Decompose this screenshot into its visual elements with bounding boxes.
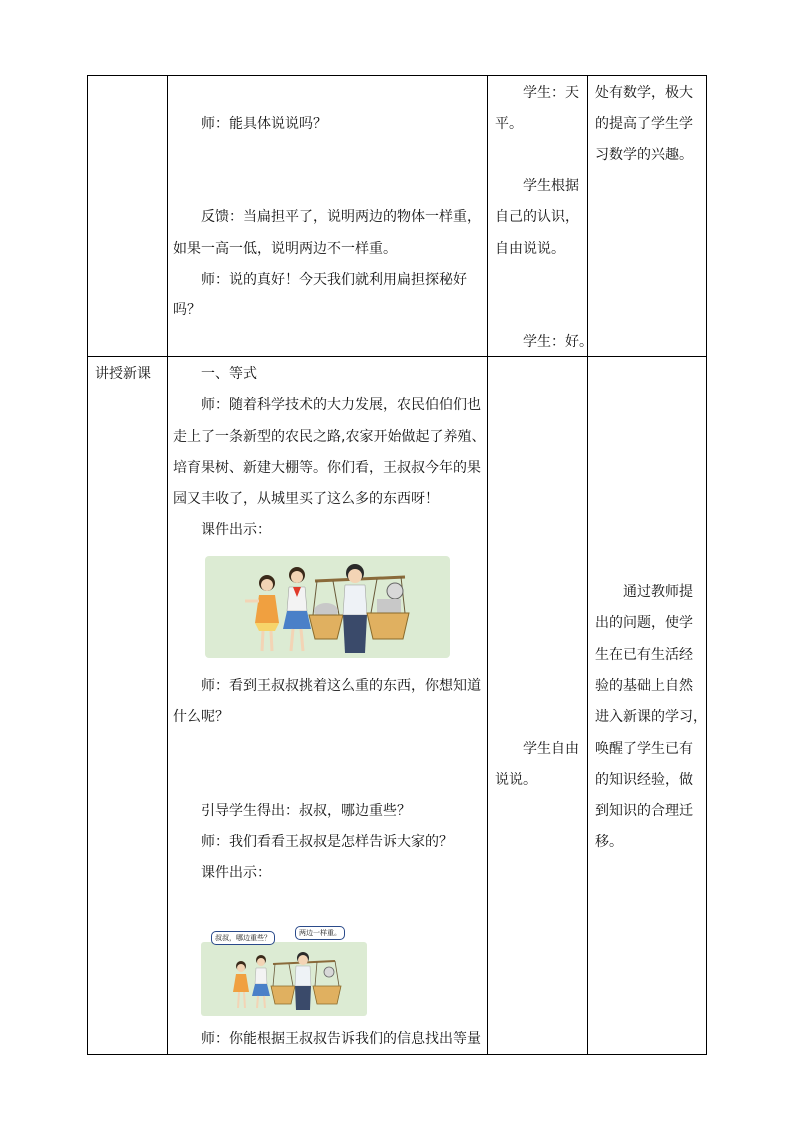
courseware-illustration-with-bubbles — [201, 924, 367, 1016]
teacher-line: 引导学生得出：叔叔，哪边重些？ — [201, 803, 411, 819]
intent-line: 处有数学，极大 — [595, 85, 693, 101]
intent-line: 唤醒了学生已有 — [595, 741, 693, 757]
intent-line: 移。 — [595, 834, 623, 850]
teacher-line: 师：看到王叔叔挑着这么重的东西，你想知道 — [201, 678, 481, 694]
table-col-divider-2 — [487, 75, 488, 1055]
student-line: 学生：天 — [523, 85, 579, 101]
teacher-line: 师：说的真好！今天我们就利用扁担探秘好 — [201, 272, 467, 288]
teacher-line: 师：你能根据王叔叔告诉我们的信息找出等量 — [201, 1031, 481, 1047]
teacher-line: 反馈：当扁担平了，说明两边的物体一样重， — [201, 209, 481, 225]
student-line: 学生根据 — [523, 178, 579, 194]
teacher-line: 什么呢？ — [173, 709, 229, 725]
table-col-divider-1 — [167, 75, 168, 1055]
teacher-line: 一、等式 — [201, 366, 257, 382]
student-line: 说说。 — [495, 772, 537, 788]
table-col-divider-3 — [587, 75, 588, 1055]
student-line: 自己的认识， — [495, 209, 579, 225]
intent-line: 到知识的合理迁 — [595, 803, 693, 819]
intent-line: 习数学的兴趣。 — [595, 147, 693, 163]
intent-line: 进入新课的学习， — [595, 709, 707, 725]
speech-bubble-question: 叔叔，哪边重些？ — [211, 931, 275, 945]
table-border-bottom — [87, 1054, 707, 1055]
student-line: 自由说说。 — [495, 241, 565, 257]
student-line: 平。 — [495, 116, 523, 132]
table-border-top — [87, 75, 707, 76]
teacher-line: 走上了一条新型的农民之路,农家开始做起了养殖、 — [173, 429, 486, 445]
teacher-line: 如果一高一低，说明两边不一样重。 — [173, 241, 397, 257]
intent-line: 的提高了学生学 — [595, 116, 693, 132]
teacher-line: 培育果树、新建大棚等。你们看，王叔叔今年的果 — [173, 460, 481, 476]
intent-line: 的知识经验，做 — [595, 772, 693, 788]
teacher-line: 课件出示： — [201, 865, 271, 881]
section-label: 讲授新课 — [95, 366, 151, 382]
table-row-divider — [87, 356, 707, 357]
teacher-line: 师：随着科学技术的大力发展，农民伯伯们也 — [201, 397, 481, 413]
teacher-line: 师：能具体说说吗？ — [201, 116, 327, 132]
table-border-right — [706, 75, 707, 1055]
student-line: 学生：好。 — [523, 334, 593, 350]
intent-line: 生在已有生活经 — [595, 647, 693, 663]
courseware-illustration — [205, 553, 450, 661]
student-line: 学生自由 — [523, 741, 579, 757]
teacher-line: 吗？ — [173, 302, 201, 318]
intent-line: 出的问题，使学 — [595, 615, 693, 631]
speech-bubble-answer: 两边一样重。 — [295, 926, 345, 940]
table-border-left — [87, 75, 88, 1055]
teacher-line: 师：我们看看王叔叔是怎样告诉大家的？ — [201, 834, 453, 850]
teacher-line: 园又丰收了，从城里买了这么多的东西呀！ — [173, 491, 439, 507]
intent-line: 通过教师提 — [623, 584, 693, 600]
intent-line: 验的基础上自然 — [595, 678, 693, 694]
teacher-line: 课件出示： — [201, 522, 271, 538]
